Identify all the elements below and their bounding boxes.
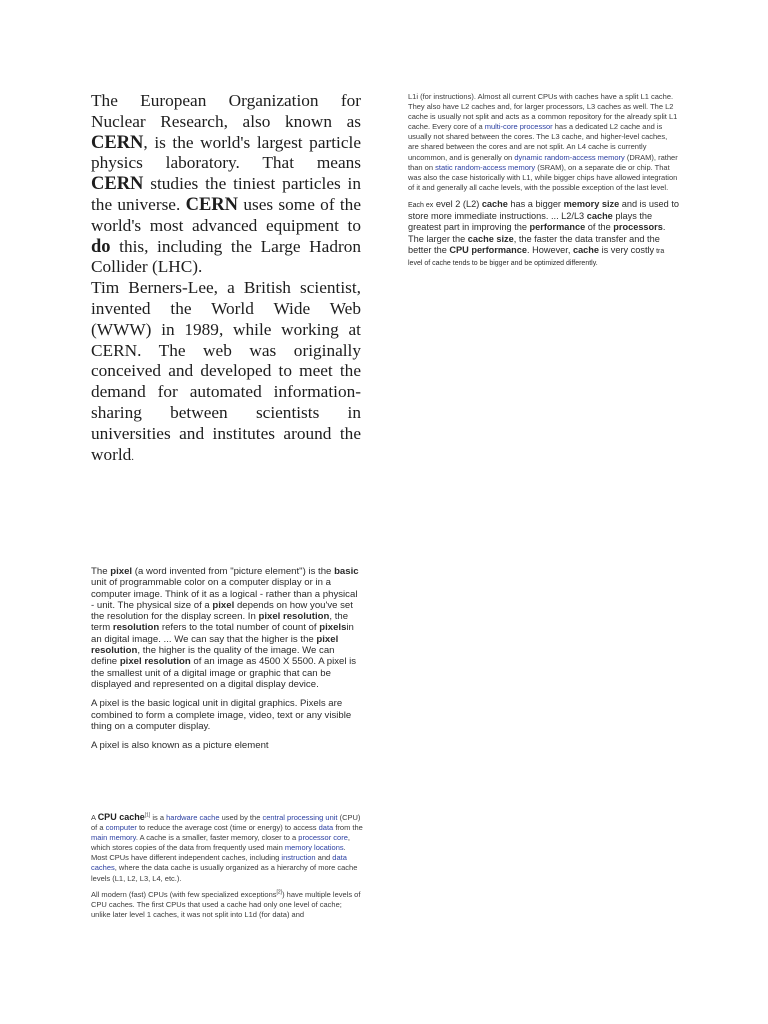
text-run: and is used to store more immediate instructions. ... L2/L3	[408, 198, 679, 222]
bold-term: do	[91, 236, 111, 257]
link-instruction[interactable]: instruction	[281, 853, 316, 863]
text-run: . The larger the	[408, 222, 666, 244]
link-data[interactable]: data	[318, 823, 334, 833]
text-run: evel 2 (L2)	[433, 198, 482, 209]
text-run: of the	[585, 222, 614, 233]
text-run: (SRAM), on a separate die or chip. That was also the case historically with L1, while bigger chips have allowed integration of it and generally all cache levels, with the possible exception of the last level.	[408, 162, 678, 192]
text-run: depends on how you've set the resolution for the display screen. In	[91, 599, 353, 623]
text-run: this, including the Large Hadron Collider (LHC).	[91, 236, 361, 277]
text-run: and	[315, 853, 333, 863]
link-processor-core[interactable]: processor core	[298, 833, 348, 843]
cern-section	[91, 91, 361, 468]
text-run: . However,	[526, 244, 573, 255]
link-main-memory[interactable]: main memory	[91, 833, 136, 843]
text-run: uses some of the world's most advanced equipment to	[91, 194, 361, 235]
footnote-ref[interactable]: [2]	[276, 889, 283, 896]
text-run: , the faster the data transfer and the better the	[408, 233, 660, 255]
cpu-levels-paragraph	[91, 890, 363, 920]
text-run: The European Organization for Nuclear Research, also known as	[91, 91, 361, 131]
link-computer[interactable]: computer	[105, 823, 137, 833]
l2-cache-paragraph	[408, 199, 680, 269]
text-run: The	[91, 566, 111, 577]
bold-term: CPU performance	[449, 244, 527, 255]
text-run: (a word invented from "picture element") is the	[132, 566, 335, 577]
link-memory-locations[interactable]: memory locations	[284, 843, 344, 853]
text-run: tra level of cache tends to be bigger and be optimized differently.	[408, 247, 665, 267]
pixel-paragraph	[91, 566, 363, 690]
bold-term: basic	[334, 566, 359, 577]
text-run: in an digital image. ... We can say that the higher is the	[91, 622, 354, 645]
text-run: . Most CPUs have different independent caches, including	[91, 843, 346, 863]
cache-levels-paragraph	[408, 92, 680, 193]
bold-term: CPU cache	[97, 812, 145, 822]
bold-term: performance	[529, 222, 586, 233]
text-run: ) have multiple levels of CPU caches. The first CPUs that used a cache had only one level of cache; unlike later level 1 caches, it was not split into L1d (for data) and	[91, 889, 361, 919]
cern-paragraph	[91, 91, 361, 278]
text-run: Each ex	[408, 201, 434, 209]
bold-term: pixel	[110, 566, 133, 577]
text-run: has a bigger	[507, 198, 564, 209]
bold-term: pixel resolution	[258, 611, 330, 623]
text-run: used by the	[219, 813, 263, 822]
text-run: is very costly	[599, 244, 655, 255]
text-run: , the higher is the quality of the image. We can define	[91, 645, 335, 668]
text-run: of an image as 4500 X 5500. A pixel is the smallest unit of a digital image or graphic that can be displayed and represented on a digital display device.	[91, 656, 357, 690]
text-run: L1i (for instructions). Almost all current CPUs with caches have a split L1 cache. They also have L2 caches and, for larger processors, L3 caches as well. The L2 cache is usually not split and acts as a common repository for the already split L1 cache. Every core of a	[408, 92, 678, 132]
text-run: (DRAM), rather than on	[408, 152, 678, 172]
text-run: , the term	[91, 611, 349, 634]
text-run: , which stores copies of the data from frequently used main	[91, 833, 350, 853]
link-static-random-access-memory[interactable]: static random-access memory	[435, 162, 536, 172]
text-run: , where the data cache is usually organized as a hierarchy of more cache levels (L1, L2, L3, L4, etc.).	[91, 863, 358, 883]
text-run: . A cache is a smaller, faster memory, closer to a	[135, 833, 299, 843]
link-multi-core-processor[interactable]: multi-core processor	[484, 122, 553, 132]
text-run: unit of programmable color on a computer display or in a computer image. Think of it as a logical - rather than a physical - unit. The physical size of a	[91, 577, 358, 611]
link-dynamic-random-access-memory[interactable]: dynamic random-access memory	[514, 152, 625, 162]
bold-term: memory size	[563, 198, 620, 209]
text-run: .	[131, 451, 134, 463]
bold-term: cache	[586, 211, 613, 222]
text-run: plays the greatest part in improving the	[408, 211, 653, 233]
link-data-caches[interactable]: data caches	[91, 853, 347, 873]
pixel-definition-paragraph: A pixel is the basic logical unit in digital graphics. Pixels are combined to form a complete image, video, text or any visible thing on a computer display.	[91, 698, 352, 732]
bold-term: cache	[481, 198, 508, 209]
bold-term: cache size	[467, 233, 514, 244]
bold-term: CERN	[185, 194, 239, 215]
bold-term: CERN	[91, 174, 144, 195]
text-run: (CPU) of a	[91, 813, 361, 833]
bold-term: pixel resolution	[91, 633, 339, 657]
footnote-ref[interactable]: [1]	[144, 812, 151, 819]
text-run: refers to the total number of count of	[159, 622, 320, 634]
bold-term: processors	[613, 222, 663, 233]
bold-term: pixels	[319, 622, 347, 634]
text-run: is a	[150, 813, 167, 822]
cache-levels-section	[408, 92, 680, 275]
pixel-section	[91, 566, 363, 759]
cpu-cache-paragraph	[91, 812, 363, 884]
pixel-alias-paragraph: A pixel is also known as a picture element	[91, 740, 269, 752]
link-central-processing-unit[interactable]: central processing unit	[262, 813, 338, 822]
text-run: has a dedicated L2 cache and is usually not shared between the cores. The L3 cache, and higher-level caches, are shared between the cores and are not split. An L4 cache is currently uncommon, and is generally on	[408, 122, 668, 162]
text-run: All modern (fast) CPUs (with few specialized exceptions	[91, 889, 277, 899]
bold-term: pixel resolution	[119, 656, 191, 668]
text-run: to reduce the average cost (time or energy) to access	[136, 823, 319, 833]
bold-term: cache	[572, 244, 600, 255]
bold-term: CERN	[91, 132, 144, 153]
text-run: studies the tiniest particles in the universe.	[91, 174, 361, 214]
www-paragraph	[91, 278, 361, 468]
text-run: A	[91, 813, 98, 822]
link-hardware-cache[interactable]: hardware cache	[166, 813, 220, 822]
text-run: , is the world's largest particle physics laboratory. That means	[91, 132, 361, 173]
cpu-cache-section	[91, 812, 363, 926]
text-run: Tim Berners-Lee, a British scientist, invented the World Wide Web (WWW) in 1989, while working at CERN. The web was originally conceived and developed to meet the demand for automated information-sharing between scientists in universities and institutes around the world	[91, 278, 361, 464]
text-run: from the	[333, 823, 363, 833]
bold-term: resolution	[112, 622, 160, 634]
bold-term: pixel	[212, 599, 235, 611]
